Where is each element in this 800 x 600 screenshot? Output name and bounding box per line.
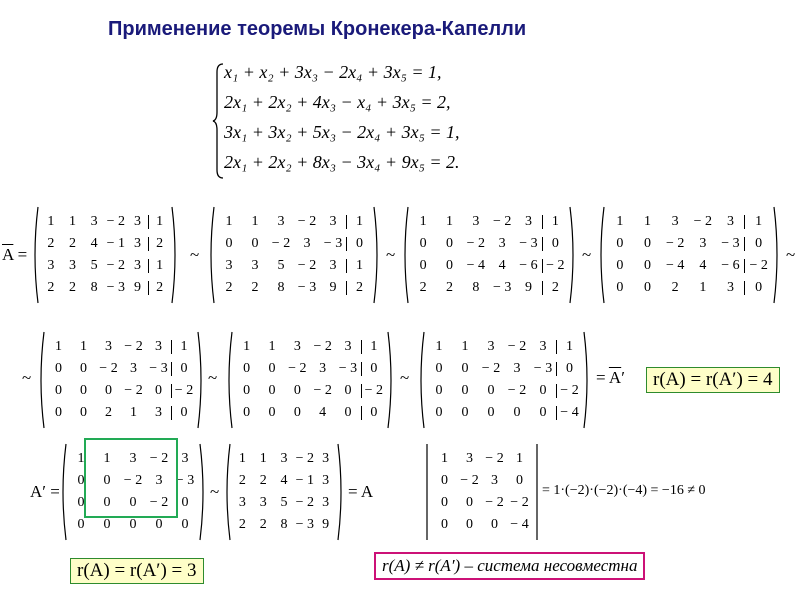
matrix-cell: 1	[251, 214, 259, 229]
matrix-cell: 0	[441, 495, 448, 510]
matrix-cell: 0	[435, 405, 443, 420]
matrix-cell: 3	[238, 495, 246, 510]
matrix-cell: 4	[699, 258, 707, 273]
matrix-cell: 1	[556, 340, 582, 354]
determinant	[424, 442, 540, 542]
matrix-cell: 3	[105, 339, 112, 354]
matrix-cell: − 2	[313, 339, 332, 354]
equation-3: 3x₁ + 3x₂ + 5x₃ − 2x₄ + 3x₅ = 1,	[224, 122, 460, 142]
matrix-cell: 0	[616, 258, 624, 273]
matrix-cell: 4	[280, 473, 288, 488]
matrix-cell: 1	[130, 405, 137, 420]
matrix-cell: 3	[319, 361, 327, 376]
matrix-cell: 0	[55, 383, 62, 398]
matrix-cell: 0	[539, 383, 547, 398]
matrix-cell: 2	[238, 473, 246, 488]
matrix-cell: − 3	[323, 236, 343, 251]
matrix-cell: 5	[90, 258, 98, 273]
matrix-cell: 1	[542, 215, 568, 229]
matrix-cell: 3	[155, 339, 162, 354]
matrix-cell: 3	[466, 451, 473, 466]
matrix-cell: 3	[726, 214, 734, 229]
matrix-cell: 1	[461, 339, 469, 354]
equivalence-sign: ~	[210, 482, 220, 501]
matrix-cell: − 2	[485, 451, 504, 466]
matrix-cell: 3	[322, 495, 330, 510]
matrix-cell: 0	[243, 361, 251, 376]
matrix-cell: 1	[516, 451, 523, 466]
matrix-cell: 3	[155, 405, 162, 420]
matrix-cell: 3	[303, 236, 311, 251]
matrix-1	[30, 205, 180, 305]
matrix-cell: − 2	[313, 383, 332, 398]
matrix-4	[596, 205, 782, 305]
matrix-cell: 0	[616, 236, 624, 251]
rank-equal-3-box: r(A) = r(A′) = 3	[70, 558, 204, 584]
matrix-cell: 1	[643, 214, 651, 229]
matrix-cell: − 2	[665, 236, 685, 251]
matrix-cell: − 2	[507, 383, 527, 398]
matrix-cell: 0	[466, 495, 473, 510]
matrix-cell: 0	[171, 406, 196, 420]
matrix-grid	[606, 211, 772, 299]
matrix-cell: 0	[155, 517, 163, 532]
equation-1: x₁ + x₂ + 3x₃ − 2x₄ + 3x₅ = 1,	[224, 62, 442, 82]
matrix-cell: 3	[130, 361, 137, 376]
matrix-cell: − 2	[481, 361, 501, 376]
matrix-cell: 3	[133, 214, 141, 229]
matrix-cell: 1	[259, 451, 267, 466]
matrix-grid	[432, 448, 532, 536]
matrix-cell: 3	[524, 214, 532, 229]
matrix-cell: 0	[129, 495, 137, 510]
matrix-cell: 0	[55, 361, 62, 376]
matrix-cell: − 6	[519, 258, 538, 273]
equivalence-sign: ~	[386, 245, 396, 264]
matrix-cell: 8	[277, 280, 285, 295]
matrix-cell: 0	[361, 362, 386, 376]
matrix-grid	[426, 336, 582, 424]
equation-2: 2x₁ + 2x₂ + 4x₃ − x₄ + 3x₅ = 2,	[224, 92, 451, 112]
system-brace	[212, 62, 224, 180]
matrix-cell: − 2	[297, 214, 317, 229]
matrix-cell: 0	[103, 473, 111, 488]
matrix-cell: 2	[251, 280, 259, 295]
matrix-cell: 0	[77, 495, 85, 510]
matrix-cell: 0	[80, 383, 87, 398]
matrix-cell: 1	[346, 215, 372, 229]
equivalence-sign: ~	[786, 245, 796, 264]
matrix-cell: 2	[259, 473, 267, 488]
matrix-cell: − 2	[171, 384, 196, 398]
matrix-cell: − 2	[288, 361, 307, 376]
matrix-cell: − 2	[556, 384, 582, 398]
matrix-cell: − 2	[124, 383, 143, 398]
matrix-cell: 0	[103, 495, 111, 510]
matrix-cell: 0	[616, 280, 624, 295]
matrix-cell: 3	[329, 258, 337, 273]
incompatible-system-box: r(A) ≠ r(A′) – система несовместна	[374, 552, 645, 580]
matrix-7	[416, 330, 592, 430]
matrix-cell: 8	[280, 517, 288, 532]
equivalence-sign: ~	[582, 245, 592, 264]
matrix-cell: 4	[498, 258, 506, 273]
matrix-cell: − 2	[106, 214, 126, 229]
matrix-cell: 3	[472, 214, 480, 229]
matrix-cell: 8	[90, 280, 98, 295]
matrix-cell: 1	[238, 451, 246, 466]
matrix-cell: − 2	[106, 258, 126, 273]
matrix-cell: 3	[90, 214, 98, 229]
matrix-cell: 3	[251, 258, 259, 273]
matrix-cell: 1	[148, 259, 170, 273]
matrix-6	[224, 330, 396, 430]
matrix-cell: − 3	[149, 361, 168, 376]
matrix-cell: 0	[80, 361, 87, 376]
matrix-cell: 5	[277, 258, 285, 273]
matrix-cell: 0	[361, 406, 386, 420]
matrix-9	[222, 442, 346, 542]
matrix-cell: 3	[133, 236, 141, 251]
matrix-cell: 0	[181, 517, 189, 532]
matrix-cell: 2	[105, 405, 112, 420]
matrix-cell: 2	[445, 280, 453, 295]
matrix-cell: − 2	[693, 214, 713, 229]
matrix-cell: − 3	[492, 280, 512, 295]
matrix-cell: 0	[268, 405, 276, 420]
matrix-cell: 0	[491, 517, 498, 532]
matrix-cell: 0	[487, 383, 495, 398]
matrix-cell: − 3	[175, 473, 195, 488]
page-title: Применение теоремы Кронекера-Капелли	[108, 18, 527, 40]
matrix-cell: 8	[472, 280, 480, 295]
matrix-cell: 3	[47, 258, 55, 273]
matrix-cell: − 2	[460, 473, 479, 488]
matrix-cell: − 3	[297, 280, 317, 295]
matrix-cell: 0	[466, 517, 473, 532]
matrix-cell: 3	[329, 214, 337, 229]
equation-system	[212, 62, 492, 180]
matrix-cell: − 4	[466, 258, 486, 273]
matrix-cell: − 3	[519, 236, 538, 251]
matrix-cell: 2	[225, 280, 233, 295]
matrix-cell: 0	[293, 405, 301, 420]
matrix-cell: 0	[542, 237, 568, 251]
matrix-cell: − 1	[295, 473, 314, 488]
matrix-cell: 1	[346, 259, 372, 273]
matrix-cell: − 1	[106, 236, 126, 251]
matrix-cell: − 2	[361, 384, 386, 398]
rank-equal-4-box: r(A) = r(A′) = 4	[646, 367, 780, 393]
matrix-cell: 3	[293, 339, 301, 354]
matrix-cell: 3	[513, 361, 521, 376]
matrix-cell: − 2	[297, 258, 317, 273]
matrix-cell: − 2	[149, 451, 169, 466]
minor-highlight	[84, 438, 178, 518]
matrix-cell: 0	[435, 383, 443, 398]
matrix-cell: 0	[419, 236, 427, 251]
matrix-cell: 0	[744, 237, 772, 251]
matrix-cell: 0	[268, 383, 276, 398]
matrix-cell: 0	[643, 236, 651, 251]
matrix-cell: 1	[68, 214, 76, 229]
matrix-cell: 0	[77, 473, 85, 488]
matrix-cell: 1	[361, 340, 386, 354]
matrix-cell: 1	[441, 451, 448, 466]
matrix-cell: 2	[542, 281, 568, 295]
matrix-cell: 0	[225, 236, 233, 251]
matrix-cell: 0	[103, 517, 111, 532]
matrix-cell: 2	[47, 236, 55, 251]
matrix-cell: 1	[80, 339, 87, 354]
matrix-cell: 3	[277, 214, 285, 229]
matrix-cell: 0	[243, 383, 251, 398]
matrix-cell: 3	[699, 236, 707, 251]
matrix-2	[206, 205, 382, 305]
matrix-cell: 3	[491, 473, 498, 488]
matrix-cell: 0	[461, 405, 469, 420]
matrix-cell: 0	[129, 517, 137, 532]
matrix-cell: 3	[225, 258, 233, 273]
matrix-cell: − 2	[123, 473, 143, 488]
matrix-cell: 0	[243, 405, 251, 420]
matrix-cell: 0	[487, 405, 495, 420]
matrix-cell: 1	[419, 214, 427, 229]
matrix-cell: − 6	[721, 258, 740, 273]
matrix-cell: 0	[513, 405, 521, 420]
matrix-cell: 1	[171, 340, 196, 354]
matrix-cell: − 2	[485, 495, 504, 510]
matrix-cell: − 2	[271, 236, 291, 251]
matrix-cell: 1	[148, 215, 170, 229]
matrix-cell: 3	[181, 451, 189, 466]
matrix-cell: − 2	[99, 361, 118, 376]
determinant-value: = 1·(−2)·(−2)·(−4) = −16 ≠ 0	[542, 483, 706, 498]
matrix-cell: 0	[105, 383, 112, 398]
matrix-cell: 2	[259, 517, 267, 532]
matrix-cell: 3	[322, 451, 330, 466]
matrix-cell: − 3	[533, 361, 553, 376]
matrix-cell: 2	[68, 280, 76, 295]
matrix-cell: 5	[280, 495, 288, 510]
matrix-cell: 1	[243, 339, 251, 354]
matrix-cell: 0	[461, 361, 469, 376]
matrix-cell: 0	[539, 405, 547, 420]
matrix-cell: 0	[516, 473, 523, 488]
matrix-cell: 0	[435, 361, 443, 376]
matrix-cell: − 2	[744, 259, 772, 273]
matrix-grid	[410, 211, 568, 299]
matrix-cell: 1	[103, 451, 111, 466]
matrix-cell: 3	[498, 236, 506, 251]
matrix-cell: 2	[671, 280, 679, 295]
matrix-cell: 0	[344, 405, 352, 420]
matrix-grid	[40, 211, 170, 299]
matrix-cell: − 4	[556, 406, 582, 420]
matrix-cell: 4	[319, 405, 327, 420]
matrix-cell: 2	[419, 280, 427, 295]
matrix-cell: 0	[346, 237, 372, 251]
matrix-cell: 2	[148, 237, 170, 251]
matrix-cell: 2	[68, 236, 76, 251]
matrix-cell: 3	[129, 451, 137, 466]
matrix-cell: 0	[268, 361, 276, 376]
matrix-cell: 9	[329, 280, 337, 295]
matrix-cell: 0	[181, 495, 189, 510]
matrix-cell: − 2	[542, 259, 568, 273]
matrix-cell: − 2	[507, 339, 527, 354]
matrix-grid	[46, 336, 196, 424]
matrix-cell: − 2	[295, 451, 314, 466]
matrix-cell: 0	[251, 236, 259, 251]
a-prime-label: A′ =	[30, 482, 60, 501]
matrix-cell: 0	[55, 405, 62, 420]
matrix-cell: − 3	[721, 236, 740, 251]
matrix-cell: 0	[445, 236, 453, 251]
matrix-cell: 1	[445, 214, 453, 229]
matrix-cell: 0	[556, 362, 582, 376]
matrix-cell: 3	[671, 214, 679, 229]
matrix-cell: 1	[616, 214, 624, 229]
matrix-cell: 3	[487, 339, 495, 354]
matrix-cell: 1	[699, 280, 707, 295]
matrix-cell: 3	[322, 473, 330, 488]
matrix-cell: 1	[744, 215, 772, 229]
matrix-cell: 2	[148, 281, 170, 295]
matrix-cell: − 4	[665, 258, 685, 273]
matrix-cell: − 2	[492, 214, 512, 229]
matrix-cell: 0	[744, 281, 772, 295]
matrix-cell: 0	[643, 258, 651, 273]
matrix-cell: − 3	[338, 361, 358, 376]
matrix-cell: 4	[90, 236, 98, 251]
matrix-cell: − 2	[124, 339, 143, 354]
matrix-cell: 9	[524, 280, 532, 295]
equivalence-sign: ~	[208, 368, 218, 387]
matrix-cell: − 2	[149, 495, 169, 510]
matrix-cell: 3	[133, 258, 141, 273]
matrix-cell: 0	[445, 258, 453, 273]
matrix-3	[400, 205, 578, 305]
matrix-grid	[216, 211, 372, 299]
matrix-cell: 3	[259, 495, 267, 510]
equals-a-bar: = $\overline{A}'$	[596, 368, 625, 387]
matrix-cell: 3	[280, 451, 288, 466]
matrix-cell: 3	[68, 258, 76, 273]
matrix-cell: − 4	[510, 517, 529, 532]
matrix-cell: 3	[344, 339, 352, 354]
a-bar-symbol: $\overline{A}$	[2, 245, 14, 264]
matrix-cell: 0	[171, 362, 196, 376]
matrix-cell: 1	[47, 214, 55, 229]
matrix-cell: − 3	[295, 517, 314, 532]
matrix-grid	[232, 448, 336, 536]
equivalence-sign: ~	[22, 368, 32, 387]
matrix-cell: 0	[461, 383, 469, 398]
matrix-cell: − 3	[106, 280, 126, 295]
matrix-cell: 1	[77, 451, 85, 466]
matrix-cell: 9	[322, 517, 330, 532]
matrix-cell: 0	[419, 258, 427, 273]
matrix-cell: − 2	[295, 495, 314, 510]
matrix-cell: 1	[268, 339, 276, 354]
equals-a: = A	[348, 482, 374, 501]
matrix-cell: 2	[238, 517, 246, 532]
matrix-cell: 3	[726, 280, 734, 295]
matrix-cell: − 2	[466, 236, 486, 251]
matrix-cell: 2	[47, 280, 55, 295]
matrix-cell: 0	[80, 405, 87, 420]
matrix-cell: 0	[643, 280, 651, 295]
matrix-cell: 0	[344, 383, 352, 398]
matrix-cell: 1	[435, 339, 443, 354]
matrix-cell: 0	[293, 383, 301, 398]
equivalence-sign: ~	[190, 245, 200, 264]
matrix-cell: 0	[77, 517, 85, 532]
equivalence-sign: ~	[400, 368, 410, 387]
matrix-cell: − 2	[510, 495, 529, 510]
matrix-cell: 9	[133, 280, 141, 295]
matrix-cell: 0	[441, 473, 448, 488]
matrix-5	[36, 330, 206, 430]
matrix-cell: 1	[225, 214, 233, 229]
matrix-cell: 1	[55, 339, 62, 354]
augmented-matrix-label: $\overline{A}$ =	[2, 245, 28, 264]
matrix-cell: 3	[155, 473, 163, 488]
matrix-grid	[234, 336, 386, 424]
matrix-cell: 2	[346, 281, 372, 295]
matrix-cell: 3	[539, 339, 547, 354]
matrix-cell: 0	[441, 517, 448, 532]
matrix-cell: 0	[155, 383, 162, 398]
equation-4: 2x₁ + 2x₂ + 8x₃ − 3x₄ + 9x₅ = 2.	[224, 152, 460, 172]
